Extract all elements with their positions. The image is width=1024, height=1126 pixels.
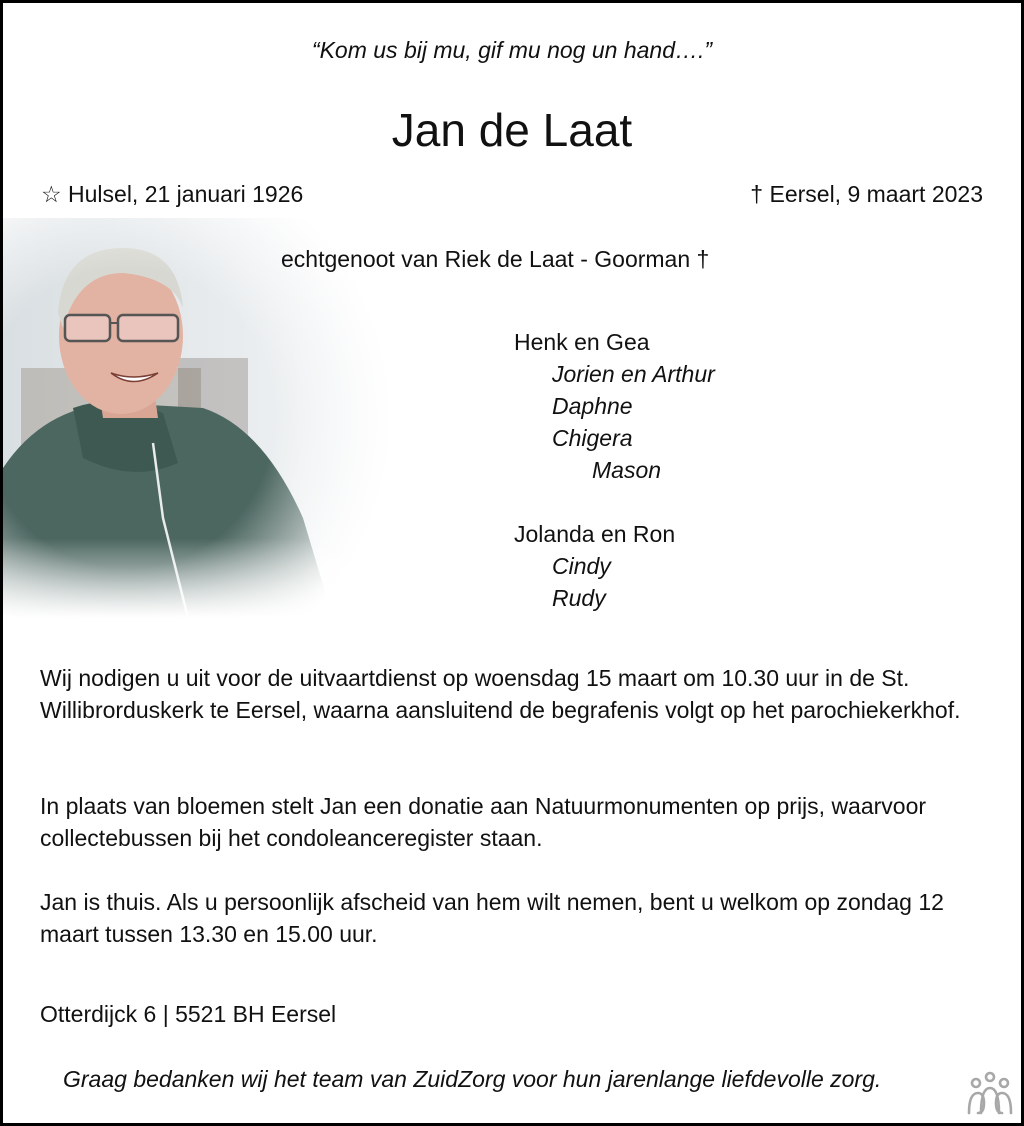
quote: “Kom us bij mu, gif mu nog un hand….” [311, 37, 713, 63]
people-group-icon [965, 1071, 1015, 1115]
death-text: Eersel, 9 maart 2023 [769, 181, 983, 207]
grandchild: Daphne [552, 393, 633, 419]
portrait-photo [3, 218, 393, 618]
spouse-line: echtgenoot van Riek de Laat - Goorman † [281, 246, 710, 272]
address: Otterdijck 6 | 5521 BH Eersel [40, 1001, 337, 1027]
grandchild: Rudy [552, 585, 606, 611]
birth-line [41, 181, 303, 208]
grandchild: Chigera [552, 425, 633, 451]
great-grandchild: Mason [592, 457, 662, 483]
thanks-line: Graag bedanken wij het team van ZuidZorg voor hun jarenlange liefdevolle zorg. [63, 1066, 882, 1092]
family-member: Jolanda en Ron [514, 521, 676, 547]
family-list [514, 326, 715, 614]
cross-icon: † [750, 181, 764, 207]
donation-paragraph: In plaats van bloemen stelt Jan een donatie aan Natuurmonumenten op prijs, waarvoor collectebussen bij het condoleanceregister staan. [40, 793, 927, 851]
spacer [514, 486, 715, 518]
birth-text: Hulsel, 21 januari 1926 [68, 181, 304, 207]
death-line [750, 181, 983, 208]
visitation-paragraph: Jan is thuis. Als u persoonlijk afscheid van hem wilt nemen, bent u welkom op zondag 12 maart tussen 13.30 en 15.00 uur. [40, 889, 944, 947]
family-member: Henk en Gea [514, 329, 650, 355]
grandchild: Cindy [552, 553, 611, 579]
grandchild: Jorien en Arthur [552, 361, 715, 387]
star-icon: ☆ [41, 181, 62, 207]
deceased-name: Jan de Laat [391, 104, 633, 156]
funeral-service-paragraph: Wij nodigen u uit voor de uitvaartdienst op woensdag 15 maart om 10.30 uur in de St. Willibrorduskerk te Eersel, waarna aansluitend de begrafenis volgt op het parochiekerkhof. [40, 665, 961, 723]
